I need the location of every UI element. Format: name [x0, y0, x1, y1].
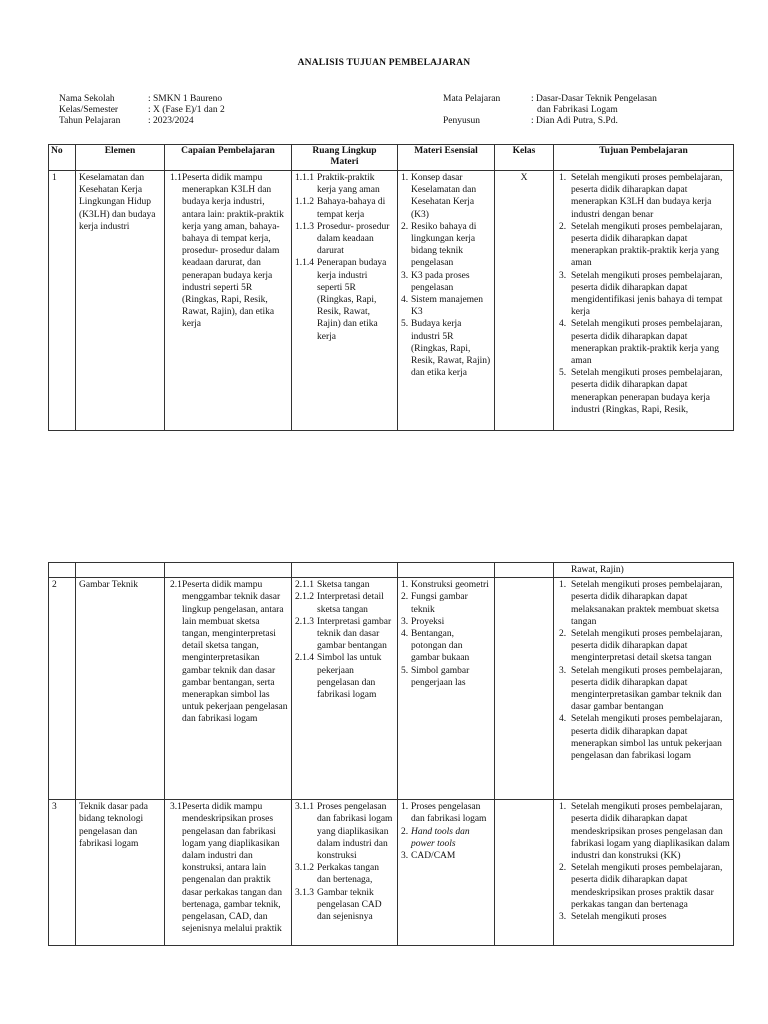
list-item: 3.1.3 Gambar teknik pengelasan CAD dan sejenisnya — [295, 887, 382, 923]
header-cp: Capaian Pembelajaran — [165, 145, 292, 171]
list-item: 1.1.4 Penerapan budaya kerja industri seperti 5R (Ringkas, Rapi, Resik, Rawat, Rajin) dan etika kerja — [295, 258, 387, 342]
list-item: 4. Setelah mengikuti proses pembelajaran, peserta didik diharapkan dapat menerapkan praktik-praktik kerja yang aman — [559, 319, 723, 367]
tujuan-list — [557, 172, 730, 416]
cell-elemen: Gambar Teknik — [76, 578, 165, 800]
table-row — [49, 800, 734, 946]
cell-kelas — [495, 800, 554, 946]
ruang-list — [295, 579, 394, 701]
list-item: 4. Sistem manajemen K3 — [401, 295, 484, 318]
list-item: 3.1 Peserta didik mampu mendeskripsikan proses pengelasan dan fabrikasi logam yang diaplikasikan dalam industri dan konstruksi, antara lain pengenalan dan praktik dasar perkakas tangan dan bertenaga, gambar teknik, pengelasan, CAD, dan sejenisnya melalui praktik — [170, 802, 282, 935]
list-item: 4. Bentangan, potongan dan gambar bukaan — [401, 629, 470, 664]
table-row — [49, 578, 734, 800]
info-value: : Dian Adi Putra, S.Pd. — [531, 116, 618, 126]
table-row — [49, 171, 734, 431]
cell-tujuan — [554, 171, 734, 431]
cell-tujuan — [554, 800, 734, 946]
list-item: 3. K3 pada proses pengelasan — [401, 270, 470, 293]
cell-elemen: Teknik dasar pada bidang teknologi pengelasan dan fabrikasi logam — [76, 800, 165, 946]
list-item: 2. Resiko bahaya di lingkungan kerja bidang teknik pengelasan — [401, 221, 477, 269]
list-item: 5. Simbol gambar pengerjaan las — [401, 665, 470, 688]
cell-no: 2 — [49, 578, 76, 800]
cell-materi — [398, 800, 495, 946]
list-item: 3. CAD/CAM — [401, 851, 456, 862]
cell-tujuan — [554, 578, 734, 800]
list-item: 2. Setelah mengikuti proses pembelajaran, peserta didik diharapkan dapat menginterpretasi detail sketsa tangan — [559, 629, 723, 664]
info-value: : SMKN 1 Baureno — [148, 94, 223, 104]
list-item: 1.1.3 Prosedur- prosedur dalam keadaan darurat — [295, 221, 390, 257]
list-item: 2.1 Peserta didik mampu menggambar teknik dasar lingkup pengelasan, antara lain membuat sketsa tangan, menginterpretasi detail sketsa tangan, menginterpretasikan gambar teknik dan dasar gambar bentangan, serta menerapkan simbol las untuk pekerjaan pengelasan dan fabrikasi logam — [170, 580, 288, 725]
list-item: 1. Proses pengelasan dan fabrikasi logam — [401, 802, 487, 825]
list-item: 3. Setelah mengikuti proses pembelajaran, peserta didik diharapkan dapat menginterpretasikan gambar teknik dan dasar gambar bentangan — [559, 665, 723, 713]
cp-list — [168, 801, 288, 935]
cell-cp — [165, 800, 292, 946]
info-value: dan Fabrikasi Logam — [537, 105, 618, 115]
cell-materi — [398, 578, 495, 800]
cell-elemen: Keselamatan dan Kesehatan Kerja Lingkungan Hidup (K3LH) dan budaya kerja industri — [76, 171, 165, 431]
table-row-continued — [49, 563, 734, 578]
info-row-subject-cont — [443, 105, 657, 116]
cp-list — [168, 579, 288, 725]
cell-cp — [165, 578, 292, 800]
info-row-class — [59, 105, 225, 116]
header-ruang — [292, 145, 398, 171]
list-item: 2.1.4 Simbol las untuk pekerjaan pengelasan dan fabrikasi logam — [295, 653, 382, 701]
info-value: : 2023/2024 — [148, 116, 194, 126]
info-label: Kelas/Semester — [59, 105, 119, 115]
info-row-year — [59, 116, 225, 127]
info-row-school — [59, 94, 225, 105]
list-item: 5. Setelah mengikuti proses pembelajaran, peserta didik diharapkan dapat menerapkan penerapan budaya kerja industri (Ringkas, Rapi, Resik, — [559, 368, 723, 415]
list-item: 2. Hand tools dan power tools — [401, 826, 470, 849]
info-left — [59, 94, 225, 127]
header-ruang-line1: Ruang Lingkup — [312, 146, 377, 156]
header-materi: Materi Esensial — [398, 145, 495, 171]
materi-list — [401, 172, 491, 379]
info-row-subject — [443, 94, 657, 105]
list-item: 3.1.2 Perkakas tangan dan bertenaga, — [295, 863, 379, 886]
list-item: 3. Proyeksi — [401, 616, 445, 627]
header-no: No — [49, 145, 76, 171]
list-item: 5. Budaya kerja industri 5R (Ringkas, Rapi, Resik, Rawat, Rajin) dan etika kerja — [401, 319, 491, 379]
list-item: 2. Fungsi gambar teknik — [401, 592, 468, 615]
cell-cp — [165, 171, 292, 431]
info-label: Nama Sekolah — [59, 94, 115, 104]
cp-list — [168, 172, 288, 331]
ruang-list — [295, 801, 394, 923]
info-value: : X (Fase E)/1 dan 2 — [148, 105, 225, 115]
atp-table-page2 — [48, 562, 734, 946]
list-item: 2. Setelah mengikuti proses pembelajaran, peserta didik diharapkan dapat menerapkan praktik-praktik kerja yang aman — [559, 221, 723, 269]
list-item: 1. Konsep dasar Keselamatan dan Kesehatan Kerja (K3) — [401, 173, 477, 220]
list-item: 2.1.2 Interpretasi detail sketsa tangan — [295, 592, 384, 615]
tujuan-list — [557, 579, 730, 762]
header-tujuan: Tujuan Pembelajaran — [554, 145, 734, 171]
info-label: Tahun Pelajaran — [59, 116, 121, 126]
list-item: 1. Setelah mengikuti proses pembelajaran, peserta didik diharapkan dapat mendeskripsikan proses pengelasan dan fabrikasi logam yang diaplikasikan dalam industri dan konstruksi (KK) — [559, 802, 730, 862]
list-item: 3. Setelah mengikuti proses — [559, 912, 667, 923]
list-item: 1.1 Peserta didik mampu menerapkan K3LH dan budaya kerja industri, antara lain: praktik-praktik kerja yang aman, bahaya-bahaya di tempat kerja, prosedur- prosedur dalam keadaan darurat, dan penerapan budaya kerja industri seperti 5R (Ringkas, Rapi, Resik, Rawat, Rajin), dan etika kerja — [170, 173, 284, 330]
cell-tujuan-continued: Rawat, Rajin) — [554, 563, 734, 578]
materi-list — [401, 801, 491, 862]
list-item: 3.1.1 Proses pengelasan dan fabrikasi logam yang diaplikasikan dalam industri dan konstruksi — [295, 802, 393, 862]
list-item: 1. Setelah mengikuti proses pembelajaran, peserta didik diharapkan dapat menerapkan K3LH dan budaya kerja industri dengan benar — [559, 173, 723, 220]
list-item: 2. Setelah mengikuti proses pembelajaran, peserta didik diharapkan dapat mendeskripsikan proses praktik dasar perkakas tangan dan bertenaga — [559, 863, 723, 910]
info-right — [443, 94, 657, 127]
cell-ruang — [292, 800, 398, 946]
info-label: Penyusun — [443, 116, 480, 126]
info-value: : Dasar-Dasar Teknik Pengelasan — [531, 94, 657, 104]
cell-kelas — [495, 578, 554, 800]
header-kelas: Kelas — [495, 145, 554, 171]
list-item: 1.1.1 Praktik-praktik kerja yang aman — [295, 173, 380, 196]
header-elemen: Elemen — [76, 145, 165, 171]
page-title: ANALISIS TUJUAN PEMBELAJARAN — [297, 58, 471, 68]
cell-materi — [398, 171, 495, 431]
cell-no: 1 — [49, 171, 76, 431]
cell-ruang — [292, 171, 398, 431]
list-item: 4. Setelah mengikuti proses pembelajaran, peserta didik diharapkan dapat menerapkan simbol las untuk pekerjaan pengelasan dan fabrikasi logam — [559, 714, 723, 762]
materi-list — [401, 579, 491, 689]
table-header-row — [49, 145, 734, 171]
list-item: 3. Setelah mengikuti proses pembelajaran, peserta didik diharapkan dapat mengidentifikasi jenis bahaya di tempat kerja — [559, 270, 723, 318]
cell-no: 3 — [49, 800, 76, 946]
atp-table-page1 — [48, 144, 734, 431]
list-item: 2.1.1 Sketsa tangan — [295, 580, 370, 591]
list-item: 2.1.3 Interpretasi gambar teknik dan dasar gambar bentangan — [295, 616, 392, 652]
tujuan-list — [557, 801, 730, 923]
cell-ruang — [292, 578, 398, 800]
list-item: 1. Konstruksi geometri — [401, 580, 489, 591]
ruang-list — [295, 172, 394, 343]
cell-kelas: X — [495, 171, 554, 431]
list-item: 1.1.2 Bahaya-bahaya di tempat kerja — [295, 197, 386, 220]
info-label: Mata Pelajaran — [443, 94, 501, 104]
info-row-author — [443, 116, 657, 127]
header-ruang-line2: Materi — [330, 157, 359, 167]
list-item: 1. Setelah mengikuti proses pembelajaran, peserta didik diharapkan dapat melaksanakan praktek membuat sketsa tangan — [559, 580, 723, 627]
